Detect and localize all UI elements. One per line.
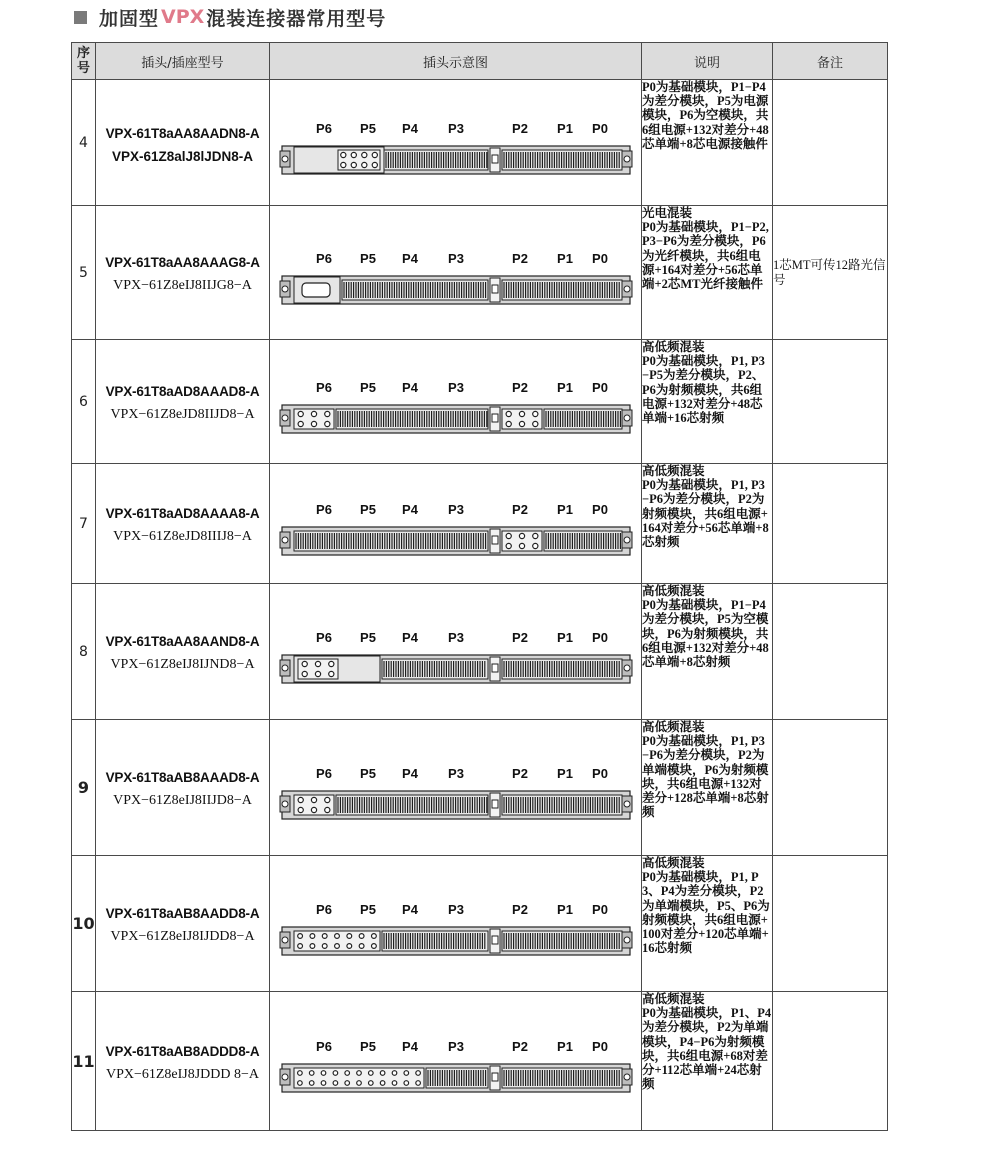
diagram-cell	[270, 80, 642, 206]
rf-contact	[404, 1071, 409, 1076]
connector-diagram	[270, 738, 642, 838]
connector-label: P6	[316, 501, 332, 517]
connector-label: P0	[592, 765, 608, 781]
connector-label: P0	[592, 901, 608, 917]
separator-key	[492, 936, 498, 944]
connector-label: P3	[448, 629, 464, 645]
row-number: 11	[72, 992, 96, 1131]
note-cell	[773, 584, 888, 720]
connector-drawing	[280, 146, 632, 174]
connector-label: P4	[402, 765, 418, 781]
rf-contact	[325, 807, 330, 812]
title-prefix: 加固型	[99, 7, 160, 30]
rf-contact	[341, 152, 346, 157]
connector-label: P3	[448, 379, 464, 395]
rf-contact	[329, 661, 334, 666]
connector-label: P1	[557, 1039, 573, 1054]
description-cell: 高低频混装 P0为基础模块，P1, P3−P6为差分模块，P2为单端模块，P6为射频模块，共6组电源+132对差分+128芯单端+8芯射频	[642, 720, 773, 856]
row-number: 7	[72, 464, 96, 584]
plug-model: VPX-61T8aAB8AADD8-A	[105, 906, 260, 921]
connector-label: P1	[557, 250, 573, 266]
rf-contact	[359, 933, 364, 938]
rf-contact	[302, 661, 307, 666]
rf-contact	[404, 1081, 409, 1086]
row-number: 10	[72, 856, 96, 992]
description-cell: 高低频混装 P0为基础模块，P1、P4为差分模块，P2为单端模块，P4−P6为射频模块，共6组电源+68对差分+112芯单端+24芯射频	[642, 992, 773, 1131]
connector-label: P5	[360, 765, 376, 781]
rf-contact	[298, 933, 303, 938]
header-no	[72, 43, 96, 80]
description-cell: 高低频混装 P0为基础模块，P1, P3−P6为差分模块，P2为射频模块，共6组电源+164对差分+56芯单端+8芯射频	[642, 464, 773, 584]
mt-ferrule	[302, 283, 330, 297]
connector-label: P5	[360, 629, 376, 645]
connector-label: P5	[360, 120, 376, 136]
table-row	[72, 992, 888, 1131]
socket-model: VPX−61Z8eIJ8IJND8−A	[110, 657, 255, 672]
connector-label: P1	[557, 765, 573, 781]
note-cell	[773, 80, 888, 206]
rf-contact	[345, 1081, 350, 1086]
connector-label: P1	[557, 120, 573, 136]
connector-label: P1	[557, 901, 573, 917]
connector-diagram	[270, 874, 642, 974]
connector-label: P1	[557, 501, 573, 517]
diff-pins	[504, 933, 619, 949]
table-row	[72, 206, 888, 340]
table-row	[72, 340, 888, 464]
connector-label: P0	[592, 379, 608, 395]
note-cell	[773, 856, 888, 992]
screw-hole	[282, 156, 288, 162]
rf-contact	[309, 1071, 314, 1076]
separator-key	[492, 414, 498, 422]
note-cell	[773, 340, 888, 464]
rf-contact	[329, 671, 334, 676]
model-cell	[96, 992, 270, 1131]
connector-label: P4	[402, 901, 418, 917]
rf-contact	[315, 661, 320, 666]
screw-hole	[624, 937, 630, 943]
rf-contact	[357, 1071, 362, 1076]
diff-pins	[504, 661, 619, 677]
rf-contact	[533, 421, 538, 426]
rf-contact	[380, 1071, 385, 1076]
row-number: 5	[72, 206, 96, 340]
connector-drawing	[280, 791, 632, 819]
rf-contact	[362, 162, 367, 167]
rf-contact	[392, 1071, 397, 1076]
connector-label: P3	[448, 501, 464, 517]
connector-label: P2	[512, 250, 528, 266]
connector-label: P4	[402, 120, 418, 136]
connector-label: P6	[316, 379, 332, 395]
connector-label: P6	[316, 250, 332, 266]
rf-contact	[321, 1081, 326, 1086]
connector-label: P2	[512, 901, 528, 917]
connector-label: P0	[592, 1039, 608, 1054]
connector-diagram	[270, 602, 642, 702]
rf-contact	[506, 543, 511, 548]
rf-contact	[416, 1081, 421, 1086]
connector-drawing	[280, 1064, 632, 1092]
socket-model: VPX−61Z8eIJ8IJDD8−A	[110, 929, 255, 944]
square-bullet-icon	[74, 11, 87, 24]
header-model: 插头/插座型号	[96, 43, 270, 80]
rf-contact	[322, 933, 327, 938]
row-number: 8	[72, 584, 96, 720]
screw-hole	[624, 415, 630, 421]
rf-contact	[325, 421, 330, 426]
socket-model: VPX-61Z8alJ8lJDN8-A	[111, 148, 254, 164]
connector-label: P3	[448, 765, 464, 781]
connector-diagram	[270, 474, 642, 574]
connector-label: P3	[448, 901, 464, 917]
connector-diagram	[270, 352, 642, 452]
connector-diagram	[270, 93, 642, 193]
rf-contact	[310, 943, 315, 948]
connector-label: P6	[316, 901, 332, 917]
description-cell: P0为基础模块，P1−P4为差分模块，P5为电源模块，P6为空模块，共6组电源+132对差分+48芯单端+8芯电源接触件	[642, 80, 773, 206]
model-cell	[96, 464, 270, 584]
rf-contact	[347, 933, 352, 938]
rf-contact	[372, 162, 377, 167]
rf-contact	[362, 152, 367, 157]
diff-pins	[504, 152, 619, 168]
model-cell	[96, 340, 270, 464]
rf-contact	[333, 1071, 338, 1076]
rf-contact	[506, 421, 511, 426]
rf-contact	[416, 1071, 421, 1076]
model-cell	[96, 584, 270, 720]
socket-model: VPX−61Z8eJD8IIJD8−A	[110, 407, 255, 422]
rf-contact	[309, 1081, 314, 1086]
screw-hole	[282, 286, 288, 292]
rf-contact	[298, 421, 303, 426]
separator-key	[492, 285, 498, 293]
connector-label: P5	[360, 379, 376, 395]
plug-model: VPX-61T8aAA8AAND8-A	[105, 634, 260, 649]
socket-model: VPX−61Z8eIJ8IIJD8−A	[113, 793, 252, 808]
model-cell	[96, 720, 270, 856]
table-row	[72, 584, 888, 720]
connector-label: P6	[316, 1039, 332, 1054]
page-title	[74, 4, 386, 30]
separator-key	[492, 1073, 498, 1081]
diff-pins	[504, 797, 619, 813]
rf-contact	[322, 943, 327, 948]
connector-label: P2	[512, 629, 528, 645]
rf-contact	[298, 1071, 303, 1076]
separator-key	[492, 800, 498, 808]
diagram-cell	[270, 206, 642, 340]
connector-label: P1	[557, 629, 573, 645]
screw-hole	[282, 665, 288, 671]
connector-label: P0	[592, 629, 608, 645]
connector-drawing	[280, 527, 632, 555]
connector-diagram	[270, 1011, 642, 1111]
description-cell: 高低频混装 P0为基础模块，P1, P3、P4为差分模块，P2为单端模块，P5、P6为射频模块，共6组电源+100对差分+120芯单端+16芯射频	[642, 856, 773, 992]
rf-contact	[392, 1081, 397, 1086]
connector-label: P3	[448, 1039, 464, 1054]
connector-drawing	[280, 655, 632, 683]
connector-label: P0	[592, 501, 608, 517]
rf-contact	[325, 797, 330, 802]
rf-contact	[302, 671, 307, 676]
connector-label: P6	[316, 120, 332, 136]
rf-contact	[311, 797, 316, 802]
diagram-cell	[270, 720, 642, 856]
connector-label: P4	[402, 1039, 418, 1054]
socket-model: VPX−61Z8eIJ8JDDD 8−A	[105, 1066, 260, 1082]
connector-label: P4	[402, 501, 418, 517]
screw-hole	[282, 537, 288, 543]
connector-drawing	[280, 276, 632, 304]
rf-contact	[506, 533, 511, 538]
rf-contact	[359, 943, 364, 948]
table-row	[72, 856, 888, 992]
note-cell	[773, 992, 888, 1131]
rf-contact	[321, 1071, 326, 1076]
connector-model-table	[71, 42, 888, 1131]
connector-label: P2	[512, 1039, 528, 1054]
diagram-cell	[270, 340, 642, 464]
connector-label: P2	[512, 120, 528, 136]
table-row	[72, 720, 888, 856]
rf-contact	[357, 1081, 362, 1086]
screw-hole	[282, 801, 288, 807]
model-cell	[96, 206, 270, 340]
connector-label: P3	[448, 250, 464, 266]
connector-label: P5	[360, 901, 376, 917]
rf-contact	[372, 943, 377, 948]
connector-label: P6	[316, 765, 332, 781]
connector-label: P5	[360, 501, 376, 517]
connector-label: P0	[592, 250, 608, 266]
connector-label: P2	[512, 501, 528, 517]
connector-label: P3	[448, 120, 464, 136]
rf-contact	[311, 421, 316, 426]
rf-contact	[298, 807, 303, 812]
connector-label: P0	[592, 120, 608, 136]
screw-hole	[624, 156, 630, 162]
connector-label: P2	[512, 379, 528, 395]
title-suffix: 混装连接器常用型号	[206, 7, 387, 30]
plug-model: VPX-61T8aAB8AAAD8-A	[105, 770, 260, 785]
connector-label: P5	[360, 1039, 376, 1054]
separator-key	[492, 536, 498, 544]
screw-hole	[624, 801, 630, 807]
note-cell	[773, 720, 888, 856]
header-note: 备注	[773, 43, 888, 80]
model-cell	[96, 80, 270, 206]
rf-contact	[351, 162, 356, 167]
screw-hole	[282, 415, 288, 421]
rf-contact	[519, 421, 524, 426]
rf-contact	[345, 1071, 350, 1076]
diff-pins	[504, 282, 619, 298]
connector-label: P4	[402, 250, 418, 266]
rf-contact	[506, 411, 511, 416]
connector-label: P4	[402, 629, 418, 645]
rf-contact	[325, 411, 330, 416]
screw-hole	[624, 537, 630, 543]
screw-hole	[624, 286, 630, 292]
rf-contact	[311, 411, 316, 416]
screw-hole	[282, 937, 288, 943]
plug-model: VPX-61T8aAA8AADN8-A	[105, 125, 260, 141]
rf-contact	[310, 933, 315, 938]
screw-hole	[624, 1074, 630, 1080]
rf-contact	[341, 162, 346, 167]
connector-label: P2	[512, 765, 528, 781]
diagram-cell	[270, 992, 642, 1131]
rf-contact	[533, 411, 538, 416]
description-cell: 高低频混装 P0为基础模块，P1, P3−P5为差分模块，P2、P6为射频模块，共6组电源+132对差分+48芯单端+16芯射频	[642, 340, 773, 464]
connector-drawing	[280, 405, 632, 433]
plug-model: VPX-61T8aAD8AAAA8-A	[105, 506, 260, 521]
title-highlight: VPX	[161, 6, 205, 28]
rf-contact	[347, 943, 352, 948]
separator-key	[492, 155, 498, 163]
row-number: 6	[72, 340, 96, 464]
diagram-cell	[270, 464, 642, 584]
rf-contact	[533, 533, 538, 538]
plug-model: VPX-61T8aAA8AAAG8-A	[105, 255, 260, 270]
rf-contact	[533, 543, 538, 548]
rf-contact	[315, 671, 320, 676]
rf-contact	[351, 152, 356, 157]
rf-contact	[335, 933, 340, 938]
socket-model: VPX−61Z8eIJ8IIJG8−A	[113, 278, 252, 293]
header-desc: 说明	[642, 43, 773, 80]
note-cell	[773, 464, 888, 584]
row-number: 4	[72, 80, 96, 206]
diagram-cell	[270, 856, 642, 992]
connector-label: P1	[557, 379, 573, 395]
description-cell: 高低频混装 P0为基础模块，P1−P4为差分模块，P5为空模块，P6为射频模块，共6组电源+132对差分+48芯单端+8芯射频	[642, 584, 773, 720]
rf-contact	[333, 1081, 338, 1086]
header-no-text: 序号	[76, 46, 90, 76]
rf-contact	[519, 411, 524, 416]
model-cell	[96, 856, 270, 992]
screw-hole	[624, 665, 630, 671]
connector-label: P6	[316, 629, 332, 645]
rf-contact	[298, 797, 303, 802]
plug-model: VPX-61T8aAB8ADDD8-A	[105, 1043, 260, 1059]
rf-contact	[335, 943, 340, 948]
rf-contact	[369, 1081, 374, 1086]
note-cell: 1芯MT可传12路光信号	[773, 206, 888, 340]
rf-contact	[369, 1071, 374, 1076]
socket-model: VPX−61Z8eJD8IIIJ8−A	[113, 529, 252, 544]
rf-contact	[380, 1081, 385, 1086]
rf-contact	[298, 943, 303, 948]
rf-contact	[311, 807, 316, 812]
rf-contact	[372, 933, 377, 938]
diagram-cell	[270, 584, 642, 720]
description-cell: 光电混装 P0为基础模块，P1−P2, P3−P6为差分模块，P6为光纤模块，共6组电源+164对差分+56芯单端+2芯MT光纤接触件	[642, 206, 773, 340]
screw-hole	[282, 1074, 288, 1080]
table-header-row	[72, 43, 888, 80]
separator-key	[492, 664, 498, 672]
rf-contact	[519, 533, 524, 538]
connector-label: P4	[402, 379, 418, 395]
plug-model: VPX-61T8aAD8AAAD8-A	[105, 384, 260, 399]
header-diagram: 插头示意图	[270, 43, 642, 80]
rf-contact	[298, 1081, 303, 1086]
diff-pins	[504, 1070, 619, 1086]
table-row	[72, 80, 888, 206]
rf-contact	[519, 543, 524, 548]
connector-label: P5	[360, 250, 376, 266]
rf-contact	[372, 152, 377, 157]
row-number: 9	[72, 720, 96, 856]
connector-diagram	[270, 223, 642, 323]
connector-drawing	[280, 927, 632, 955]
table-row	[72, 464, 888, 584]
rf-contact	[298, 411, 303, 416]
